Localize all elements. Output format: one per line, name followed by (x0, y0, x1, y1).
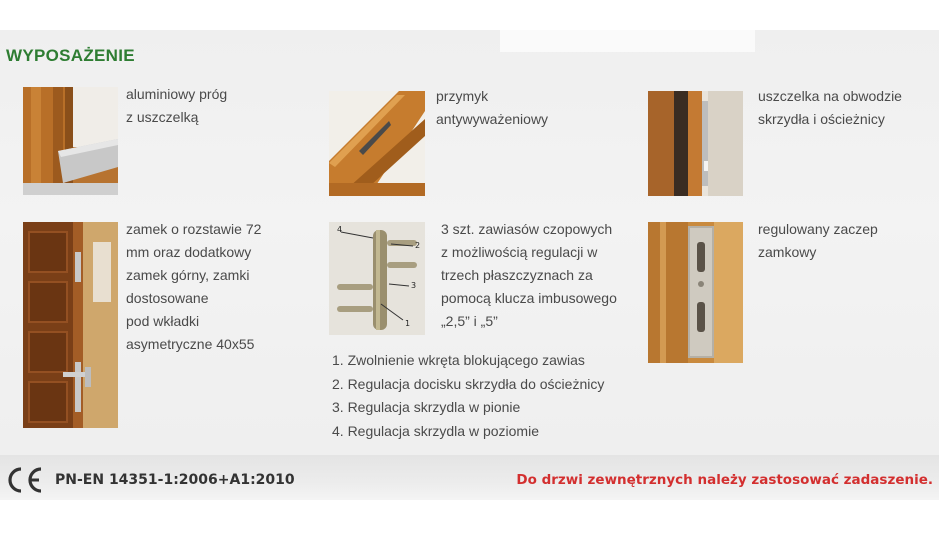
feature-line: dostosowane (126, 290, 209, 306)
feature-seal-text (758, 85, 902, 131)
lock-photo (23, 222, 118, 428)
feature-line: pomocą klucza imbusowego (441, 290, 617, 306)
standard-code: PN-EN 14351-1:2006+A1:2010 (55, 472, 295, 488)
section-title: WYPOSAŻENIE (6, 46, 135, 65)
hinge-note: 3. Regulacja skrzydla w pionie (332, 399, 521, 415)
hinge-note: 2. Regulacja docisku skrzydła do ościeżnicy (332, 375, 605, 392)
feature-line: uszczelka na obwodzie (758, 88, 902, 104)
ce-mark-icon (4, 465, 46, 495)
feature-rebate-text (436, 85, 548, 131)
feature-line: „2,5” i „5” (441, 313, 498, 329)
feature-line: przymyk (436, 88, 489, 104)
feature-lock-text (126, 218, 261, 356)
feature-line: skrzydła i ościeżnicy (758, 111, 885, 127)
feature-line: pod wkładki (126, 313, 200, 329)
hinge-label-3: 3 (411, 281, 417, 290)
feature-line: 3 szt. zawiasów czopowych (441, 221, 613, 237)
feature-strike-text (758, 218, 878, 264)
feature-hinge-text (441, 218, 617, 333)
top-highlight (500, 30, 755, 52)
hinge-photo (329, 222, 425, 335)
hinge-label-4: 4 (337, 225, 343, 234)
feature-line: z możliwością regulacji w (441, 244, 598, 260)
hinge-label-1: 1 (405, 319, 411, 328)
feature-threshold-text (126, 83, 227, 129)
feature-line: aluminiowy próg (126, 86, 228, 102)
feature-line: zamkowy (758, 244, 817, 260)
feature-line: zamek o rozstawie 72 (126, 221, 262, 237)
hinge-note: 4. Regulacja skrzydla w poziomie (332, 422, 539, 439)
roof-warning: Do drzwi zewnętrznych należy zastosować zadaszenie. (516, 472, 933, 488)
hinge-note: 1. Zwolnienie wkręta blokującego zawias (332, 352, 585, 368)
feature-line: trzech płaszczyznach za (441, 267, 593, 283)
hinge-notes-list (332, 349, 604, 443)
seal-photo (648, 91, 743, 196)
feature-line: asymetryczne 40x55 (126, 336, 255, 352)
feature-line: regulowany zaczep (758, 221, 878, 237)
feature-line: z uszczelką (126, 109, 199, 125)
feature-line: antywyważeniowy (436, 111, 549, 127)
threshold-photo (23, 87, 118, 195)
strike-plate-photo (648, 222, 743, 363)
feature-line: zamek górny, zamki (126, 267, 250, 283)
feature-line: mm oraz dodatkowy (126, 244, 252, 260)
hinge-label-2: 2 (415, 241, 421, 250)
rebate-photo (329, 91, 425, 196)
